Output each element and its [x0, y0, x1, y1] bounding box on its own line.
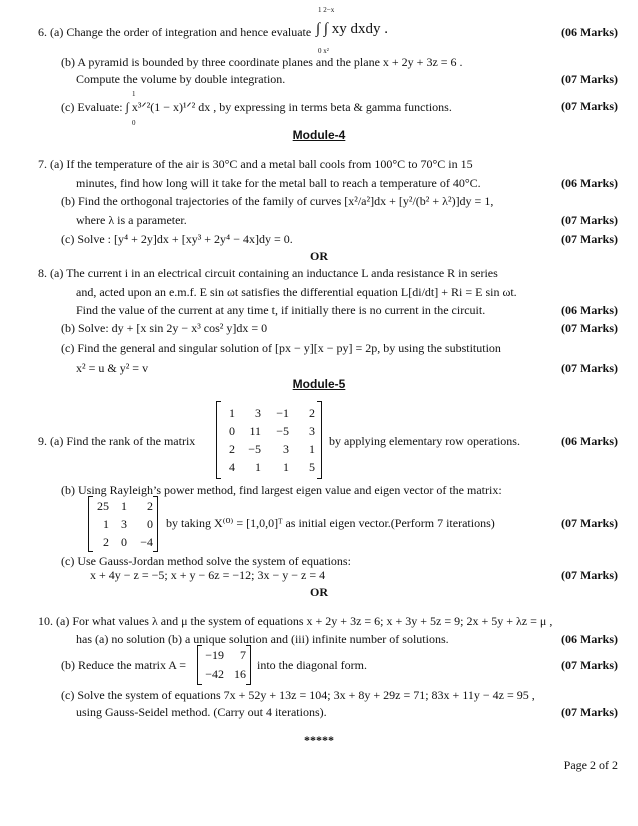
q7a-line1: 7. (a) If the temperature of the air is 30°C and a metal ball cools from 100°C to 70°C in 15 [38, 157, 473, 171]
q9c-line2: x + 4y − z = −5; x + y − 6z = −12; 3x − y − z = 4 [90, 568, 326, 582]
q6c-lower-limit: 0 [132, 119, 136, 127]
q10b-marks: (07 Marks) [561, 658, 618, 672]
matrix-cell: −4 [140, 535, 153, 549]
matrix-cell: 1 [255, 460, 261, 474]
q10a-marks: (06 Marks) [561, 632, 618, 646]
matrix-cell: 3 [309, 424, 315, 438]
q8a-line2: and, acted upon an e.m.f. E sin ωt satisfies the differential equation L[di/dt] + Ri = E sin ωt. [76, 285, 517, 299]
matrix-cell: 7 [240, 648, 246, 662]
q6b-line2: Compute the volume by double integration. [76, 72, 286, 86]
q10c-line2: using Gauss-Seidel method. (Carry out 4 iterations). [76, 705, 327, 719]
q10a-line1: 10. (a) For what values λ and μ the system of equations x + 2y + 3z = 6; x + 3y + 5z = 9; 2x + 5y + λz = μ , [38, 614, 553, 628]
end-of-paper-mark: ***** [304, 733, 334, 747]
matrix-cell: 5 [309, 460, 315, 474]
q6c-marks: (07 Marks) [561, 99, 618, 113]
q10b-text-after: into the diagonal form. [257, 658, 367, 672]
matrix-cell: 2 [103, 535, 109, 549]
q8c-line1: (c) Find the general and singular solution of [px − y][x − py] = 2p, by using the substitution [61, 341, 501, 355]
q10c-line1: (c) Solve the system of equations 7x + 52y + 13z = 104; 3x + 8y + 29z = 71; 83x + 11y − 4z = 95 , [61, 688, 535, 702]
q7a-marks: (06 Marks) [561, 176, 618, 190]
matrix-cell: 3 [121, 517, 127, 531]
matrix-cell: 1 [229, 406, 235, 420]
matrix-cell: 11 [249, 424, 261, 438]
q8a-line3: Find the value of the current at any time t, if initially there is no current in the circuit. [76, 303, 486, 317]
q9c-marks: (07 Marks) [561, 568, 618, 582]
q9b-line1: (b) Using Rayleigh’s power method, find largest eigen value and eigen vector of the matrix: [61, 483, 502, 497]
q7b-line1: (b) Find the orthogonal trajectories of the family of curves [x²/a²]dx + [y²/(b² + λ²)]dy = 1, [61, 194, 494, 208]
matrix-cell: 16 [234, 667, 246, 681]
q6c-text: (c) Evaluate: ∫ x³ᐟ²(1 − x)¹ᐟ² dx , by expressing in terms beta & gamma functions. [61, 100, 452, 114]
q9a-text-after: by applying elementary row operations. [329, 434, 520, 448]
matrix-cell: −1 [276, 406, 289, 420]
q7b-marks: (07 Marks) [561, 213, 618, 227]
q9a-text: 9. (a) Find the rank of the matrix [38, 434, 196, 448]
q10a-line2: has (a) no solution (b) a unique solution and (iii) infinite number of solutions. [76, 632, 449, 646]
module-5-heading: Module-5 [292, 377, 346, 391]
q6a-lower-limits: 0 x² [318, 47, 329, 55]
or-separator-2: OR [310, 585, 328, 599]
q7c-text: (c) Solve : [y⁴ + 2y]dx + [xy³ + 2y⁴ − 4x]dy = 0. [61, 232, 293, 246]
q10b-matrix [197, 646, 251, 684]
matrix-cell: 1 [283, 460, 289, 474]
module-4-heading: Module-4 [292, 128, 346, 142]
q6a-integral: ∫ ∫ xy dxdy . [316, 21, 388, 37]
q7a-line2: minutes, find how long will it take for the metal ball to reach a temperature of 40°C. [76, 176, 481, 190]
matrix-cell: −42 [205, 667, 224, 681]
q8c-marks: (07 Marks) [561, 361, 618, 375]
q6a-marks: (06 Marks) [561, 25, 618, 39]
matrix-cell: 0 [121, 535, 127, 549]
q9b-matrix [88, 497, 158, 551]
q8a-marks: (06 Marks) [561, 303, 618, 317]
q8b-text: (b) Solve: dy + [x sin 2y − x³ cos² y]dx = 0 [61, 321, 268, 335]
matrix-cell: 1 [103, 517, 109, 531]
q8c-line2: x² = u & y² = v [76, 361, 149, 375]
matrix-cell: 25 [97, 499, 109, 513]
matrix-cell: 1 [121, 499, 127, 513]
matrix-cell: 3 [283, 442, 289, 456]
matrix-cell: −19 [205, 648, 224, 662]
matrix-cell: 1 [309, 442, 315, 456]
q6b-line1: (b) A pyramid is bounded by three coordinate planes and the plane x + 2y + 3z = 6 . [61, 55, 463, 69]
matrix-cell: 2 [147, 499, 153, 513]
q10c-marks: (07 Marks) [561, 705, 618, 719]
q6a-text: 6. (a) Change the order of integration and hence evaluate [38, 25, 312, 39]
q7b-line2: where λ is a parameter. [76, 213, 187, 227]
or-separator-1: OR [310, 249, 328, 263]
matrix-cell: 0 [229, 424, 235, 438]
matrix-cell: 2 [309, 406, 315, 420]
matrix-cell: 2 [229, 442, 235, 456]
q7c-marks: (07 Marks) [561, 232, 618, 246]
q9c-line1: (c) Use Gauss-Jordan method solve the system of equations: [61, 554, 351, 568]
matrix-cell: 4 [229, 460, 235, 474]
q9a-matrix [216, 402, 322, 478]
q6c-upper-limit: 1 [132, 90, 136, 98]
matrix-cell: −5 [248, 442, 261, 456]
q8a-line1: 8. (a) The current i in an electrical circuit containing an inductance L anda resistance R in series [38, 266, 498, 280]
q8b-marks: (07 Marks) [561, 321, 618, 335]
q6b-marks: (07 Marks) [561, 72, 618, 86]
q6a-upper-limits: 1 2−x [318, 6, 335, 14]
matrix-cell: −5 [276, 424, 289, 438]
matrix-cell: 0 [147, 517, 153, 531]
q9a-marks: (06 Marks) [561, 434, 618, 448]
q10b-text: (b) Reduce the matrix A = [61, 658, 187, 672]
q9b-line2: by taking X⁽⁰⁾ = [1,0,0]ᵀ as initial eigen vector.(Perform 7 iterations) [166, 516, 495, 530]
matrix-cell: 3 [255, 406, 261, 420]
page-number: Page 2 of 2 [563, 758, 618, 772]
q9b-marks: (07 Marks) [561, 516, 618, 530]
